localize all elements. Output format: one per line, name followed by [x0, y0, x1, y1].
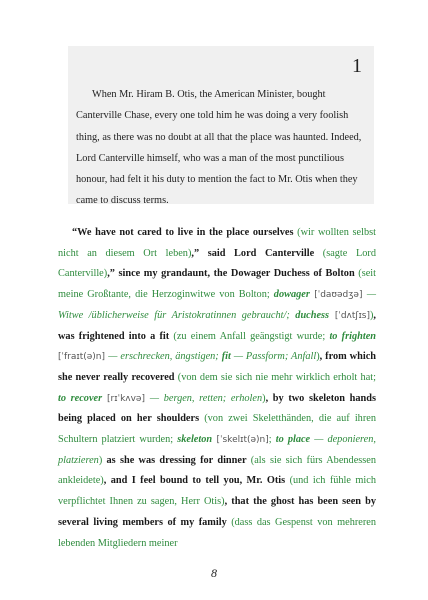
- annotated-paragraph: [58, 223, 376, 554]
- segment-vocab: duchess: [295, 309, 330, 321]
- segment-de: ): [98, 454, 103, 466]
- original-paragraph: [76, 84, 366, 212]
- segment-vocab-trans: — Witwe /üblicherweise für Aristokratinnen gebraucht/;: [58, 289, 377, 321]
- segment-ipa: [ˈfraɪt(ə)n]: [58, 352, 109, 363]
- segment-vocab-trans: — bergen, retten; erholen: [149, 392, 263, 404]
- segment-de: (als sie sich fürs Abendessen ankleidete): [58, 454, 376, 487]
- segment-de: ;: [268, 434, 276, 446]
- segment-vocab-trans: — deponieren, platzieren: [58, 434, 376, 466]
- segment-en: , by two skeleton hands being placed on her shoulders: [58, 392, 376, 425]
- segment-de: ): [316, 351, 320, 363]
- segment-vocab: to place: [275, 434, 311, 446]
- segment-en: , that the ghost has been seen by several living members of my family: [58, 496, 376, 528]
- segment-de: (zu einem Anfall geängstigt wurde;: [169, 330, 330, 342]
- segment-de: (und ich fühle mich verpflichtet Ihnen zu sagen, Herr Otis): [58, 475, 376, 508]
- segment-vocab-trans: — Passform; Anfall: [230, 351, 317, 363]
- page-number: 8: [211, 566, 217, 580]
- original-paragraph-text: When Mr. Hiram B. Otis, the American Minister, bought Canterville Chase, every one told him he was doing a very foolish thing, as there was no doubt at all that the place was haunted. Indeed, Lord Canterville himself, who was a man of the most punctilious honour, had felt it his duty to mention the fact to Mr. Otis when they came to discuss terms.: [76, 89, 362, 207]
- segment-de: (von dem sie sich nie mehr wirklich erholt hat;: [174, 371, 376, 383]
- segment-ipa: [ˈskelɪt(ə)n]: [212, 435, 269, 446]
- annotated-segments: [58, 227, 376, 549]
- segment-en: ,” said Lord Canterville: [191, 247, 315, 259]
- segment-en: , and I feel bound to tell you, Mr. Otis: [103, 475, 286, 487]
- segment-de: (von zwei Skeletthänden, die auf ihren Schultern platziert wurden;: [58, 413, 376, 446]
- segment-de: (seit meine Großtante, die Herzoginwitwe von Bolton;: [58, 268, 376, 301]
- segment-vocab: skeleton: [177, 434, 213, 446]
- segment-ipa: [ˈdʌtʃɪs]: [329, 310, 370, 321]
- segment-en: , from which she never really recovered: [58, 351, 376, 383]
- segment-en: ,” since my grandaunt, the Dowager Duchess of Bolton: [107, 268, 355, 280]
- segment-de: (sagte Lord Canterville): [58, 247, 376, 280]
- segment-en: , was frightened into a fit: [58, 309, 376, 342]
- segment-de: (dass das Gespenst von mehreren lebenden Mitgliedern meiner: [58, 516, 377, 549]
- segment-vocab: to recover: [58, 392, 103, 404]
- chapter-number: 1: [352, 55, 362, 77]
- segment-vocab-trans: — erschrecken, ängstigen;: [108, 351, 222, 363]
- segment-de: (wir wollten selbst nicht an diesem Ort leben): [58, 227, 376, 259]
- segment-vocab: to frighten: [329, 330, 376, 342]
- segment-vocab: fit: [221, 351, 231, 363]
- segment-de: ): [262, 392, 266, 404]
- segment-en: “We have not cared to live in the place ourselves: [72, 227, 294, 238]
- segment-en: as she was dressing for dinner: [102, 454, 247, 466]
- segment-ipa: [rɪˈkʌvə]: [102, 393, 150, 404]
- original-text-box: [68, 46, 374, 207]
- segment-de: ): [369, 309, 374, 321]
- segment-ipa: [ˈdaʊədʒə]: [309, 290, 367, 301]
- segment-vocab: dowager: [273, 289, 310, 301]
